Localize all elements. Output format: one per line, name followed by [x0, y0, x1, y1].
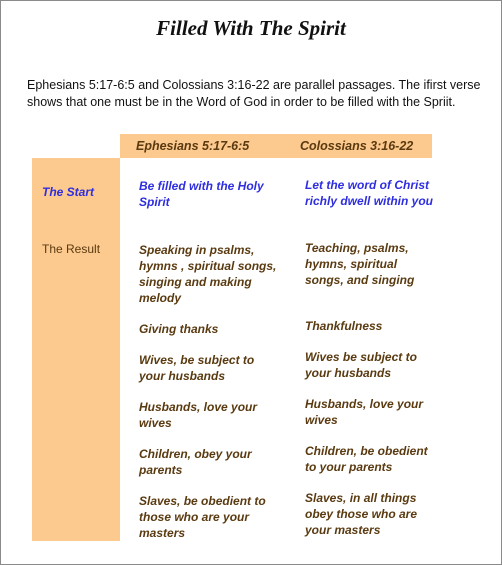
row-label-start: The Start — [42, 185, 95, 199]
row-label-result: The Result — [42, 242, 101, 256]
start-ephesians: Be filled with the Holy Spirit — [139, 179, 264, 209]
page-title: Filled With The Spirit — [156, 16, 346, 40]
intro-paragraph: Ephesians 5:17-6:5 and Colossians 3:16-22 are parallel passages. The ifirst verse shows that one must be in the Word of God in order to be filled with the Spriit. — [27, 78, 481, 109]
result-colossians-4: Husbands, love your wives — [305, 397, 424, 427]
result-ephesians-1: Speaking in psalms, hymns , spiritual songs, singing and making melody — [139, 243, 277, 305]
result-ephesians-6: Slaves, be obedient to those who are your masters — [139, 494, 266, 540]
column-header-ephesians: Ephesians 5:17-6:5 — [136, 139, 250, 153]
column-header-colossians: Colossians 3:16-22 — [300, 139, 414, 153]
result-ephesians-5: Children, obey your parents — [139, 447, 252, 477]
label-band — [32, 158, 120, 541]
start-colossians: Let the word of Christ richly dwell within you — [305, 178, 434, 208]
result-colossians-1: Teaching, psalms, hymns, spiritual songs, and singing — [305, 241, 415, 287]
result-ephesians-3: Wives, be subject to your husbands — [139, 353, 255, 383]
result-colossians-5: Children, be obedient to your parents — [305, 444, 428, 474]
result-colossians-3: Wives be subject to your husbands — [305, 350, 417, 380]
result-colossians-6: Slaves, in all things obey those who are your masters — [305, 491, 418, 537]
result-ephesians-4: Husbands, love your wives — [139, 400, 258, 430]
result-ephesians-2: Giving thanks — [139, 322, 219, 336]
result-colossians-2: Thankfulness — [305, 319, 383, 333]
